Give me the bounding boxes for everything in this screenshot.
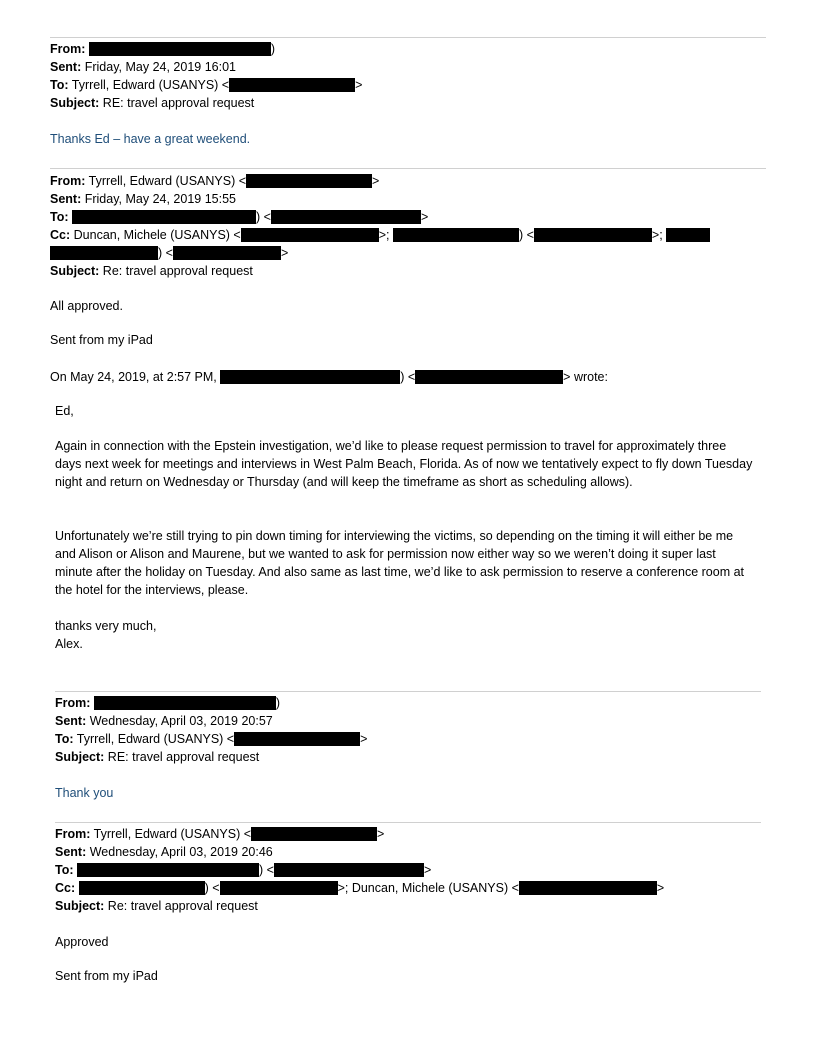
subject-line: Subject: Re: travel approval request: [50, 264, 253, 278]
redaction: [220, 881, 338, 895]
quoted-paragraph-1: Again in connection with the Epstein investigation, we’d like to please request permission to travel for approximately three days next week for meetings and interviews in West Palm Beach, Florida. As of now we tentatively expect to fly down Tuesday night and return on Wednesday or Thursday (and will keep the timeframe as short as scheduling allows).: [55, 439, 753, 489]
email-body-3: Thank you: [55, 786, 114, 800]
sent-line: Sent: Friday, May 24, 2019 16:01: [50, 60, 236, 74]
email-header-1: [50, 40, 362, 112]
redaction: [89, 42, 271, 56]
separator: [55, 691, 761, 692]
to-line: To: ) < >: [50, 210, 429, 224]
redaction: [666, 228, 710, 242]
from-line: From: ): [50, 42, 276, 56]
cc-line: Cc: Duncan, Michele (USANYS) < >; ) < >;: [50, 226, 710, 244]
from-line: From: Tyrrell, Edward (USANYS) < >: [55, 827, 385, 841]
quoted-signature: Alex.: [55, 637, 83, 651]
redaction: [274, 863, 424, 877]
redaction: [234, 732, 360, 746]
from-line: From: ): [55, 696, 281, 710]
email-header-2: [50, 172, 710, 280]
subject-line: Subject: RE: travel approval request: [55, 750, 260, 764]
subject-line: Subject: RE: travel approval request: [50, 96, 255, 110]
sent-line: Sent: Wednesday, April 03, 2019 20:46: [55, 845, 273, 859]
redaction: [519, 881, 657, 895]
to-line: To: Tyrrell, Edward (USANYS) < >: [55, 732, 368, 746]
redaction: [251, 827, 377, 841]
separator: [50, 37, 766, 38]
quoted-signoff: thanks very much,: [55, 619, 157, 633]
redaction: [271, 210, 421, 224]
quote-intro: On May 24, 2019, at 2:57 PM, ) < > wrote:: [50, 370, 608, 384]
cc-line: Cc: ) < >; Duncan, Michele (USANYS) < >: [55, 881, 665, 895]
email-body-1: Thanks Ed – have a great weekend.: [50, 132, 251, 146]
redaction: [229, 78, 355, 92]
sent-line: Sent: Wednesday, April 03, 2019 20:57: [55, 714, 273, 728]
email-body-4b: Sent from my iPad: [55, 969, 158, 983]
redaction: [415, 370, 563, 384]
quoted-greeting: Ed,: [55, 404, 74, 418]
email-body-2a: All approved.: [50, 299, 123, 313]
to-line: To: ) < >: [55, 863, 432, 877]
from-line: From: Tyrrell, Edward (USANYS) < >: [50, 174, 380, 188]
separator: [55, 822, 761, 823]
email-body-2b: Sent from my iPad: [50, 333, 153, 347]
subject-line: Subject: Re: travel approval request: [55, 899, 258, 913]
redaction: [77, 863, 259, 877]
redaction: [72, 210, 256, 224]
redaction: [173, 246, 281, 260]
redaction: [246, 174, 372, 188]
redaction: [241, 228, 379, 242]
sent-line: Sent: Friday, May 24, 2019 15:55: [50, 192, 236, 206]
email-header-3: [55, 694, 367, 766]
redaction: [79, 881, 205, 895]
redaction: [94, 696, 276, 710]
separator: [50, 168, 766, 169]
to-line: To: Tyrrell, Edward (USANYS) < >: [50, 78, 363, 92]
cc-line-cont: ) < >: [50, 244, 710, 262]
redaction: [220, 370, 400, 384]
redaction: [50, 246, 158, 260]
redaction: [393, 228, 519, 242]
email-header-4: [55, 825, 664, 915]
redaction: [534, 228, 652, 242]
email-body-4a: Approved: [55, 935, 109, 949]
quoted-paragraph-2: Unfortunately we’re still trying to pin down timing for interviewing the victims, so depending on the timing it will either be me and Alison or Alison and Maurene, but we wanted to ask for permission now either way so we weren’t doing it super last minute after the holiday on Tuesday. And also same as last time, we’d like to ask permission to reserve a conference room at the hotel for the interviews, please.: [55, 529, 745, 597]
